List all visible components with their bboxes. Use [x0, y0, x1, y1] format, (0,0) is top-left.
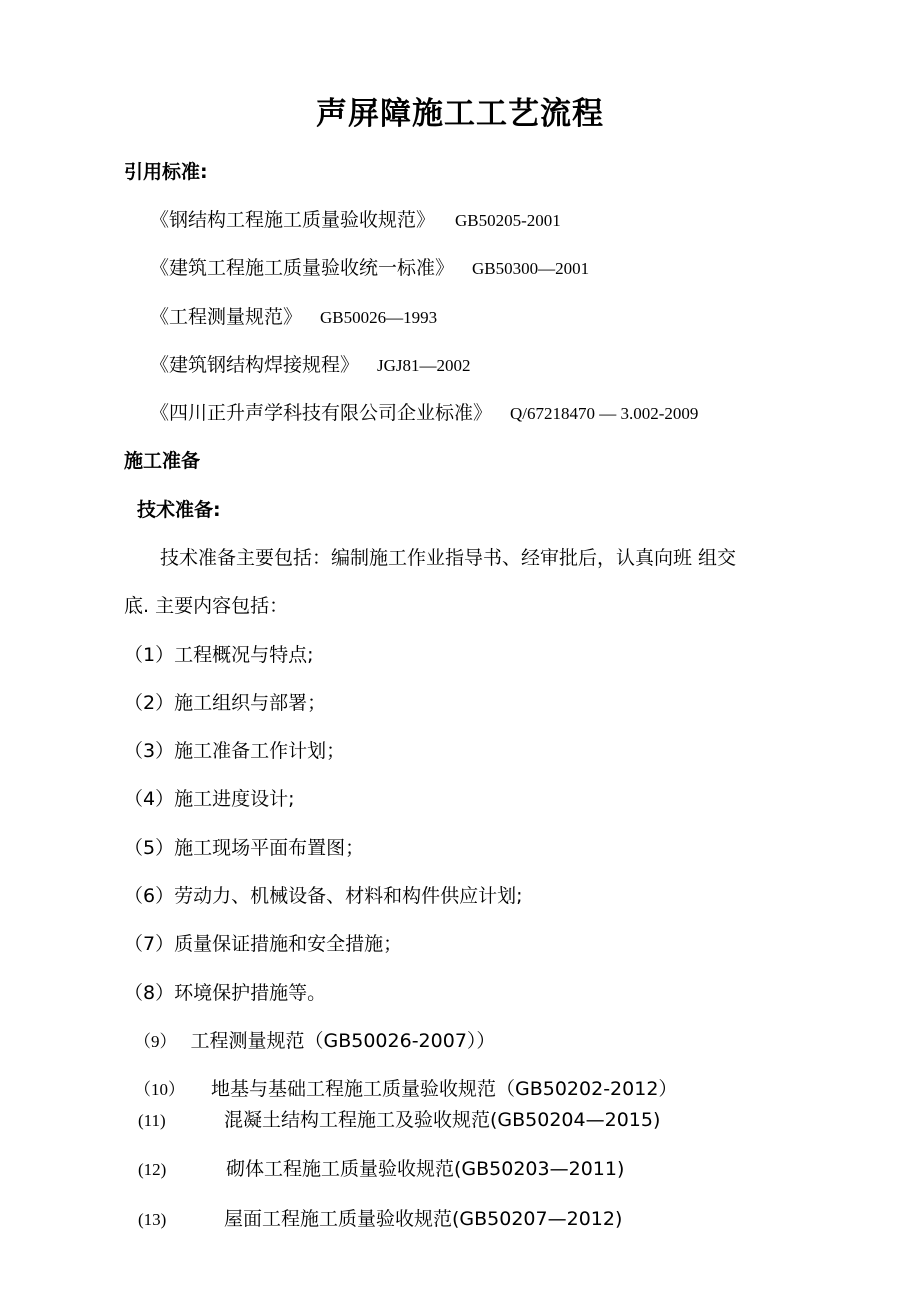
list-item: [124, 691, 326, 715]
standard-list-item: [134, 1077, 677, 1102]
list-item-number: （5）: [124, 837, 175, 859]
list-item-number: （6）: [124, 885, 175, 907]
citation-item: [150, 401, 698, 426]
list-item: [124, 932, 402, 956]
citation-item: [150, 256, 589, 281]
citation-code: GB50026—1993: [320, 308, 438, 327]
list-item-number: （3）: [124, 740, 175, 762]
list-item-number: (12): [138, 1160, 167, 1179]
list-item: [124, 787, 295, 811]
page-title: 声屏障施工工艺流程: [316, 96, 604, 132]
citation-code: GB50205-2001: [455, 211, 561, 230]
prep-paragraph-line1: 技术准备主要包括：编制施工作业指导书、经审批后，认真向班 组交: [160, 547, 737, 569]
list-item-text: 质量保证措施和安全措施；: [174, 933, 403, 955]
list-item: [124, 739, 345, 763]
list-item: [124, 836, 364, 860]
citation-code: GB50300—2001: [472, 259, 590, 278]
list-item-number: (13): [138, 1210, 167, 1229]
list-item-number: （4）: [124, 788, 175, 810]
list-item-number: （8）: [124, 982, 175, 1004]
prep-heading: 施工准备: [124, 450, 201, 472]
list-item-text: 屋面工程施工质量验收规范(GB50207—2012): [224, 1208, 623, 1230]
list-item-text: 施工进度设计;: [174, 788, 295, 810]
list-item-number: （10）: [134, 1080, 185, 1099]
standard-list-item: [138, 1108, 660, 1133]
list-item: [124, 981, 326, 1005]
citation-name: 《建筑工程施工质量验收统一标准》: [150, 257, 455, 279]
prep-paragraph-line2: 底. 主要内容包括：: [124, 595, 289, 617]
list-item-number: （7）: [124, 933, 175, 955]
standard-list-item: [134, 1029, 495, 1054]
list-item-number: （2）: [124, 692, 175, 714]
citation-code: Q/67218470 — 3.002-2009: [510, 404, 699, 423]
citation-name: 《四川正升声学科技有限公司企业标准》: [150, 402, 493, 424]
citation-item: [150, 353, 471, 378]
citation-code: JGJ81—2002: [377, 356, 471, 375]
list-item-text: 施工现场平面布置图；: [174, 837, 365, 859]
list-item-text: 劳动力、机械设备、材料和构件供应计划;: [174, 885, 523, 907]
list-item-number: （9）: [134, 1032, 177, 1051]
list-item-text: 工程概况与特点;: [174, 644, 314, 666]
standard-list-item: [138, 1157, 624, 1182]
list-item-text: 施工组织与部署；: [174, 692, 327, 714]
citation-item: [150, 208, 561, 233]
list-item-number: (11): [138, 1111, 166, 1130]
standard-list-item: [138, 1207, 622, 1232]
citation-name: 《建筑钢结构焊接规程》: [150, 354, 360, 376]
list-item-text: 环境保护措施等。: [174, 982, 327, 1004]
list-item-text: 砌体工程施工质量验收规范(GB50203—2011): [226, 1158, 625, 1180]
list-item: [124, 884, 523, 908]
list-item-number: （1）: [124, 644, 175, 666]
citation-name: 《钢结构工程施工质量验收规范》: [150, 209, 436, 231]
citation-name: 《工程测量规范》: [150, 306, 303, 328]
citation-item: [150, 305, 437, 330]
citations-heading: 引用标准:: [124, 161, 208, 183]
list-item-text: 混凝土结构工程施工及验收规范(GB50204—2015): [224, 1109, 661, 1131]
prep-subheading: 技术准备:: [137, 499, 221, 521]
list-item-text: 工程测量规范（GB50026-2007））: [190, 1030, 496, 1052]
list-item-text: 地基与基础工程施工质量验收规范（GB50202-2012）: [211, 1078, 678, 1100]
list-item: [124, 643, 314, 667]
list-item-text: 施工准备工作计划；: [174, 740, 346, 762]
